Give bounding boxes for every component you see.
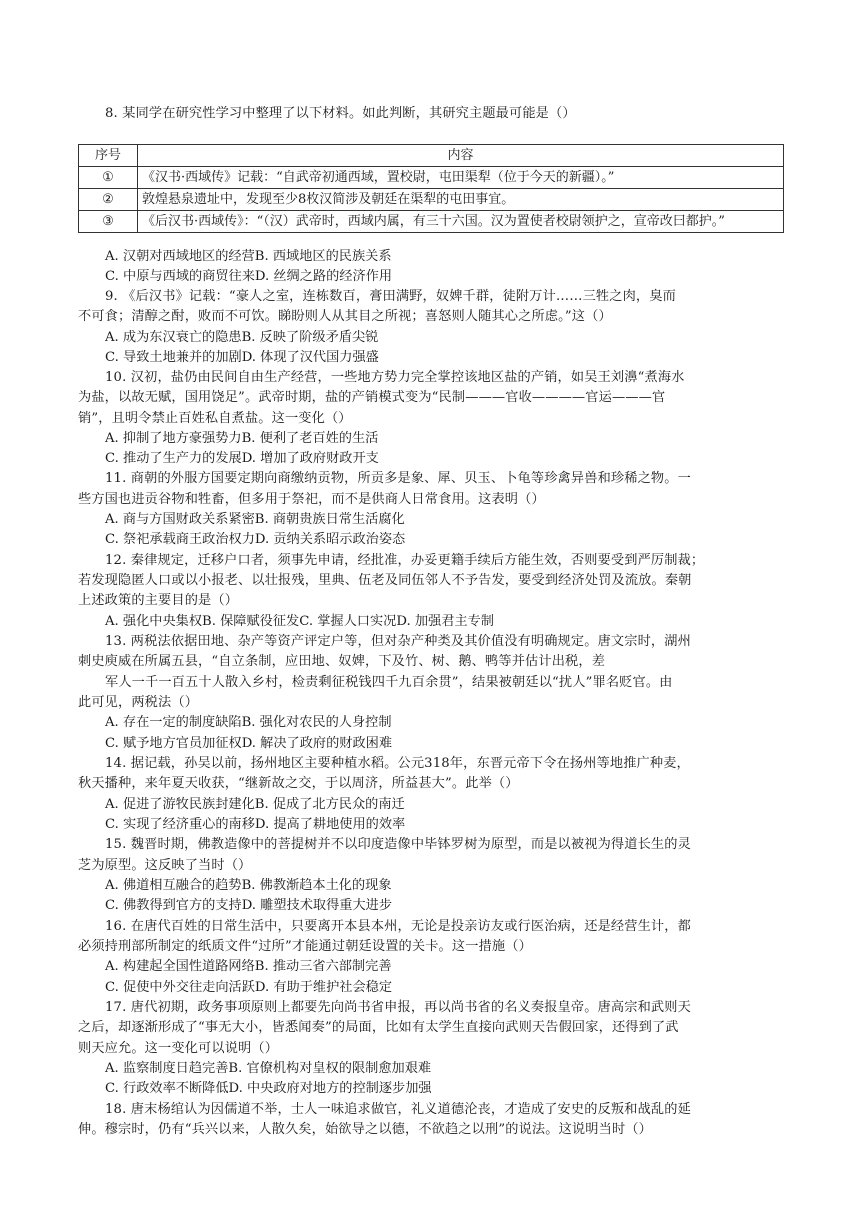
- q18-stem-line1: 18. 唐末杨绾认为因儒道不举，士人一味追求做官，礼义道德沦丧，才造成了安史的反叛和战乱的延: [105, 1102, 691, 1117]
- q18-stem-line2: 伸。穆宗时，仍有“兵兴以来，人散久矣，始欲导之以德，不欲趋之以刑”的说法。这说明当时（）: [78, 1122, 652, 1137]
- table-cell-content: 敦煌悬泉遗址中，发现至少8枚汉简涉及朝廷在渠犁的屯田事宜。: [138, 189, 784, 211]
- table-cell-no: ①: [79, 167, 138, 189]
- q16-stem-line1: 16. 在唐代百姓的日常生活中，只要离开本县本州，无论是投亲访友或行医治病，还是经营生计，都: [105, 919, 691, 934]
- q9-options-cd: C. 导致土地兼并的加剧D. 体现了汉代国力强盛: [105, 350, 379, 365]
- q16-stem-line2: 必须持刑部所制定的纸质文件“过所”才能通过朝廷设置的关卡。这一措施（）: [78, 939, 532, 954]
- table-cell-no: ②: [79, 189, 138, 211]
- q17-stem-line2: 之后，却逐渐形成了“事无大小，皆悉闻奏”的局面，比如有太学生直接向武则天告假回家，还得到了武: [78, 1020, 679, 1035]
- table-header-content: 内容: [138, 145, 784, 167]
- table-header-no: 序号: [79, 145, 138, 167]
- q8-material-table: [78, 144, 784, 233]
- q15-stem-line1: 15. 魏晋时期，佛教造像中的菩提树并不以印度造像中毕钵罗树为原型，而是以被视为得道长生的灵: [105, 837, 691, 852]
- q9-options-ab: A. 成为东汉衰亡的隐患B. 反映了阶级矛盾尖锐: [105, 330, 379, 345]
- q13-stem-line3: 军人一千一百五十人散入乡村，检责剩征税钱四千九百余贯”，结果被朝廷以“扰人”罪名贬官。由: [105, 675, 673, 690]
- q16-options-ab: A. 构建起全国性道路网络B. 推动三省六部制完善: [105, 959, 392, 974]
- q13-stem-line4: 此可见，两税法（）: [78, 695, 199, 710]
- q12-stem-line3: 上述政策的主要目的是（）: [78, 593, 239, 608]
- q17-options-ab: A. 监察制度日趋完善B. 官僚机构对皇权的限制愈加艰难: [105, 1061, 432, 1076]
- q9-stem-line2: 不可食；清醇之酎，败而不可饮。睇盼则人从其目之所视；喜怒则人随其心之所虑。”这（）: [78, 309, 612, 324]
- q10-stem-line3: 销”，且明令禁止百姓私自煮盐。这一变化（）: [78, 411, 352, 426]
- q13-stem-line1: 13. 两税法依据田地、杂产等资产评定户等，但对杂产种类及其价值没有明确规定。唐文宗时，湖州: [105, 634, 691, 649]
- q14-stem-line2: 秋天播种，来年夏天收获，“继新故之交，于以周济，所益甚大”。此举（）: [78, 776, 519, 791]
- q9-stem-line1: 9. 《后汉书》记载：“豪人之室，连栋数百，膏田满野，奴婢千群，徒附万计……三牲之肉，臭而: [105, 289, 676, 304]
- q15-stem-line2: 芝为原型。这反映了当时（）: [78, 858, 252, 873]
- q12-options: A. 强化中央集权B. 保障赋役征发C. 掌握人口实况D. 加强君主专制: [105, 614, 494, 629]
- q14-stem-line1: 14. 据记载，孙吴以前，扬州地区主要种植水稻。公元318年，东晋元帝下令在扬州等地推广种麦，: [105, 756, 690, 771]
- q8-options-ab: A. 汉朝对西域地区的经营B. 西域地区的民族关系: [105, 249, 392, 264]
- table-cell-content: 《汉书·西域传》记载：“自武帝初通西域，置校尉，屯田渠犁（位于今天的新疆）。”: [138, 167, 784, 189]
- q13-options-ab: A. 存在一定的制度缺陷B. 强化对农民的人身控制: [105, 715, 392, 730]
- q17-stem-line3: 则天应允。这一变化可以说明（）: [78, 1041, 279, 1056]
- q16-options-cd: C. 促使中外交往走向活跃D. 有助于维护社会稳定: [105, 980, 393, 995]
- q8-options-cd: C. 中原与西域的商贸往来D. 丝绸之路的经济作用: [105, 269, 393, 284]
- q13-options-cd: C. 赋予地方官员加征权D. 解决了政府的财政困难: [105, 736, 393, 751]
- q11-options-cd: C. 祭祀承载商王政治权力D. 贡纳关系昭示政治姿态: [105, 532, 406, 547]
- q14-options-cd: C. 实现了经济重心的南移D. 提高了耕地使用的效率: [105, 817, 406, 832]
- q15-options-ab: A. 佛道相互融合的趋势B. 佛教渐趋本土化的现象: [105, 878, 392, 893]
- table-cell-content: 《后汉书·西域传》：“（汉）武帝时，西域内属，有三十六国。汉为置使者校尉领护之，宣帝改曰都护。”: [138, 211, 784, 233]
- q17-options-cd: C. 行政效率不断降低D. 中央政府对地方的控制逐步加强: [105, 1081, 432, 1096]
- q11-options-ab: A. 商与方国财政关系紧密B. 商朝贵族日常生活腐化: [105, 512, 405, 527]
- q10-stem-line2: 为盐，以故无赋，国用饶足”。武帝时期，盐的产销模式变为“民制———官收————官运———官: [78, 390, 666, 405]
- q12-stem-line1: 12. 秦律规定，迁移户口者，须事先申请，经批准，办妥更籍手续后方能生效，否则要受到严厉制裁；: [105, 553, 705, 568]
- table-cell-no: ③: [79, 211, 138, 233]
- table-row: [79, 211, 784, 233]
- q11-stem-line1: 11. 商朝的外服方国要定期向商缴纳贡物，所贡多是象、犀、贝玉、卜龟等珍禽异兽和珍稀之物。一: [105, 471, 691, 486]
- q13-stem-line2: 刺史庾威在所属五县，“自立条制，应田地、奴婢，下及竹、树、鹅、鸭等并估计出税，差: [78, 654, 606, 669]
- q14-options-ab: A. 促进了游牧民族封建化B. 促成了北方民众的南迁: [105, 797, 405, 812]
- q10-options-ab: A. 抑制了地方豪强势力B. 便利了老百姓的生活: [105, 431, 379, 446]
- table-row: [79, 189, 784, 211]
- q17-stem-line1: 17. 唐代初期，政务事项原则上都要先向尚书省申报，再以尚书省的名义奏报皇帝。唐高宗和武则天: [105, 1000, 691, 1015]
- q11-stem-line2: 些方国也进贡谷物和牲畜，但多用于祭祀，而不是供商人日常食用。这表明（）: [78, 492, 545, 507]
- q8-stem: 8. 某同学在研究性学习中整理了以下材料。如此判断，其研究主题最可能是（）: [105, 106, 576, 121]
- q10-options-cd: C. 推动了生产力的发展D. 增加了政府财政开支: [105, 451, 379, 466]
- table-header-row: [79, 145, 784, 167]
- q12-stem-line2: 若发现隐匿人口或以小报老、以壮报残，里典、伍老及同伍邻人不予告发，要受到经济处罚及流放。秦朝: [78, 573, 692, 588]
- q15-options-cd: C. 佛教得到官方的支持D. 雕塑技术取得重大进步: [105, 898, 393, 913]
- table-row: [79, 167, 784, 189]
- q10-stem-line1: 10. 汉初，盐仍由民间自由生产经营，一些地方势力完全掌控该地区盐的产销，如吴王刘濞“煮海水: [105, 370, 685, 385]
